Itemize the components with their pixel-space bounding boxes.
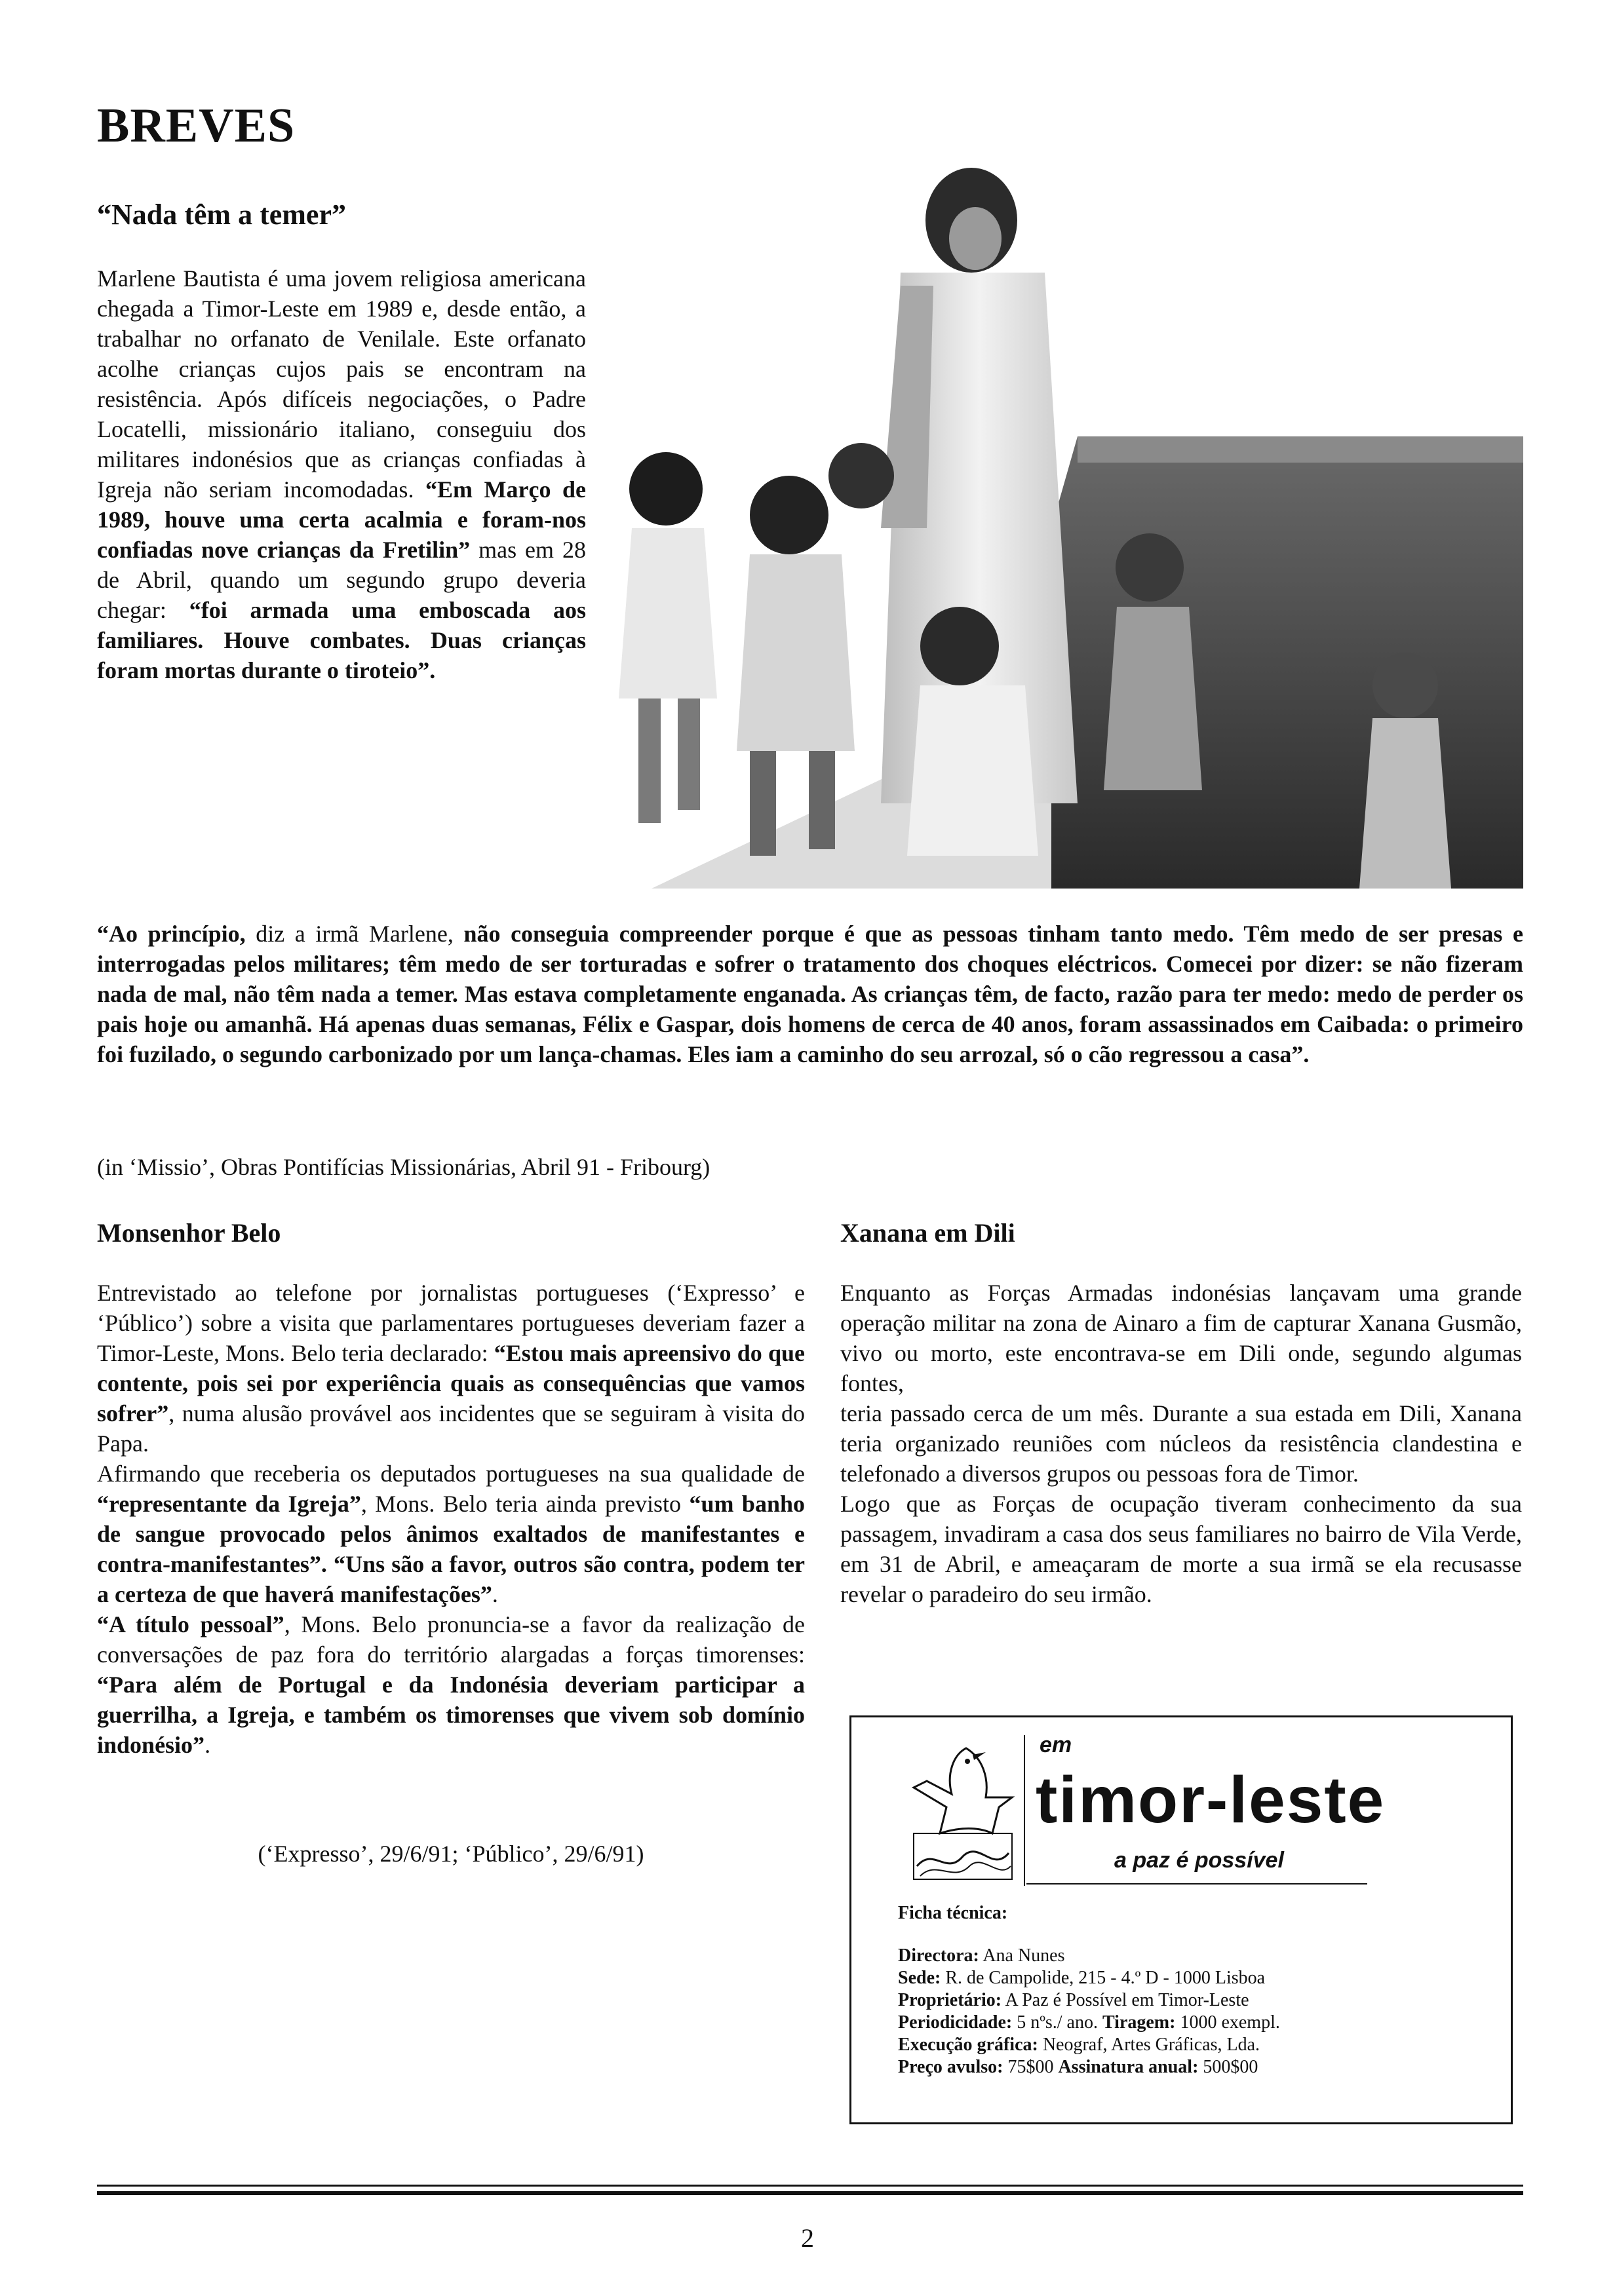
ficha-label: Ficha técnica:	[898, 1903, 1008, 1923]
ficha-key: Assinatura anual:	[1058, 2057, 1199, 2077]
paragraph	[97, 1459, 805, 1609]
masthead-em: em	[1040, 1732, 1072, 1757]
masthead-tagline: a paz é possível	[1114, 1848, 1284, 1873]
ficha-value: 1000 exempl.	[1175, 2012, 1280, 2033]
paragraph: Logo que as Forças de ocupação tiveram conhecimento da sua passagem, invadiram a casa dos seus familiares no bairro de Vila Verde, em 31 de Abril, e ameaçaram de morte a sua irmã se ela recusasse revelar o paradeiro do seu irmão.	[840, 1491, 1522, 1607]
article-body	[97, 1278, 805, 1760]
article-title: Monsenhor Belo	[97, 1218, 281, 1248]
ficha-key: Sede:	[898, 1968, 941, 1988]
ficha-key: Preço avulso:	[898, 2057, 1003, 2077]
ficha-value: 500$00	[1198, 2057, 1258, 2077]
text-run: Afirmando que receberia os deputados portugueses na sua qualidade de	[97, 1461, 805, 1487]
ficha-key: Tiragem:	[1102, 2012, 1176, 2033]
text-run: , Mons. Belo teria ainda previsto	[360, 1491, 690, 1517]
ficha-value: 75$00	[1003, 2057, 1059, 2077]
footer-rule	[97, 2185, 1523, 2187]
quote-run: “foi armada uma emboscada aos familiares. Houve combates. Duas crianças foram mortas durante o tiroteio”.	[97, 597, 586, 683]
ficha-key: Directora:	[898, 1945, 979, 1966]
quote-run: “Ao princípio,	[97, 921, 246, 947]
ficha-item	[898, 1945, 1488, 1967]
section-title: BREVES	[97, 99, 296, 153]
ficha-key: Periodicidade:	[898, 2012, 1013, 2033]
quote-run: “Em Março de 1989, houve uma certa acalmia e foram-nos confiadas nove crianças da Fretilin”	[97, 476, 586, 563]
ficha-value: A Paz é Possível em Timor-Leste	[1002, 1990, 1249, 2010]
article-title: Xanana em Dili	[840, 1218, 1015, 1248]
dove-logo-icon	[901, 1735, 1024, 1886]
quote-run: “A título pessoal”	[97, 1611, 284, 1637]
paragraph: Enquanto as Forças Armadas indonésias lançavam uma grande operação militar na zona de Ainaro a fim de capturar Xanana Gusmão, vivo ou morto, este encontrava-se em Dili onde, segundo algumas fontes,	[840, 1280, 1522, 1396]
paragraph: teria passado cerca de um mês. Durante a sua estada em Dili, Xanana teria organizado reuniões com núcleos da resistência clandestina e telefonado a diversos grupos ou pessoas fora de Timor.	[840, 1400, 1522, 1487]
paragraph	[97, 1278, 805, 1459]
article-body	[840, 1278, 1522, 1609]
ficha-key: Execução gráfica:	[898, 2035, 1038, 2055]
page-number: 2	[801, 2223, 814, 2253]
article-source: (‘Expresso’, 29/6/91; ‘Público’, 29/6/91)	[258, 1841, 644, 1867]
ficha-list	[898, 1945, 1488, 2078]
quote-run: “Para além de Portugal e da Indonésia deveriam participar a guerrilha, a Igreja, e também os timorenses que vivem sob domínio indonésio”	[97, 1672, 805, 1758]
quote-run: não conseguia compreender porque é que as pessoas tinham tanto medo. Têm medo de ser presas e interrogadas pelos militares; têm medo de ser torturadas e sofrer o tratamento dos choques eléctricos. Comecei por dizer: se não fizeram nada de mal, não têm nada a temer. Mas estava completamente enganada. As crianças têm, de facto, razão para ter medo: medo de perder os pais hoje ou amanhã. Há apenas duas semanas, Félix e Gaspar, dois homens de cerca de 40 anos, foram assassinados em Caibada: o primeiro foi fuzilado, o segundo carbonizado por um lança-chamas. Eles iam a caminho do seu arrozal, só o cão regressou a casa”.	[97, 921, 1523, 1067]
masthead-title: timor-leste	[1036, 1763, 1386, 1837]
text-run: Marlene Bautista é uma jovem religiosa americana chegada a Timor-Leste em 1989 e, desde então, a trabalhar no orfanato de Venilale. Este orfanato acolhe crianças cujos pais se encontram na resistência. Após difíceis negociações, o Padre Locatelli, missionário italiano, conseguiu dos militares indonésios que as crianças confiadas à Igreja não seriam incomodadas.	[97, 265, 586, 503]
quote-run: “representante da Igreja”	[97, 1491, 361, 1517]
ficha-value: 5 nºs./ ano.	[1012, 2012, 1102, 2033]
ficha-key: Proprietário:	[898, 1990, 1002, 2010]
text-run: mas em 28 de Abril, quando um segundo grupo deveria chegar:	[97, 537, 586, 623]
ficha-item	[898, 1989, 1488, 2012]
photo-nun-with-children	[593, 161, 1523, 889]
paragraph	[97, 1609, 805, 1760]
ficha-value: R. de Campolide, 215 - 4.º D - 1000 Lisboa	[941, 1968, 1266, 1988]
ficha-item	[898, 2056, 1488, 2078]
footer-rule-thick	[97, 2191, 1523, 2195]
text-run: , numa alusão provável aos incidentes que se seguiram à visita do Papa.	[97, 1400, 805, 1457]
masthead-underline	[1026, 1883, 1367, 1885]
article-body-quote	[97, 919, 1523, 1069]
quote-run: “Estou mais apreensivo do que contente, pois sei por experiência quais as consequências que vamos sofrer”	[97, 1340, 805, 1426]
text-run: Entrevistado ao telefone por jornalistas portugueses (‘Expresso’ e ‘Público’) sobre a visita que parlamentares portugueses deveriam fazer a Timor-Leste, Mons. Belo teria declarado:	[97, 1280, 805, 1366]
quote-run: “um banho de sangue provocado pelos ânimos exaltados de manifestantes e contra-manifestantes”. “Uns são a favor, outros são contra, podem ter a certeza de que haverá manifestações”	[97, 1491, 805, 1607]
text-run: .	[204, 1732, 211, 1758]
ficha-value: Neograf, Artes Gráficas, Lda.	[1038, 2035, 1260, 2055]
ficha-value: Ana Nunes	[979, 1945, 1065, 1966]
ficha-item	[898, 2034, 1488, 2056]
article-title: “Nada têm a temer”	[97, 199, 346, 231]
article-body-intro	[97, 263, 586, 685]
text-run: diz a irmã Marlene,	[245, 921, 464, 947]
ficha-item	[898, 1967, 1488, 1989]
text-run: .	[492, 1581, 498, 1607]
text-run: , Mons. Belo pronuncia-se a favor da realização de conversações de paz fora do território alargadas a forças timorenses:	[97, 1611, 805, 1668]
masthead-divider	[1024, 1735, 1025, 1886]
ficha-item	[898, 2012, 1488, 2034]
article-source: (in ‘Missio’, Obras Pontifícias Missionárias, Abril 91 - Fribourg)	[97, 1154, 710, 1180]
